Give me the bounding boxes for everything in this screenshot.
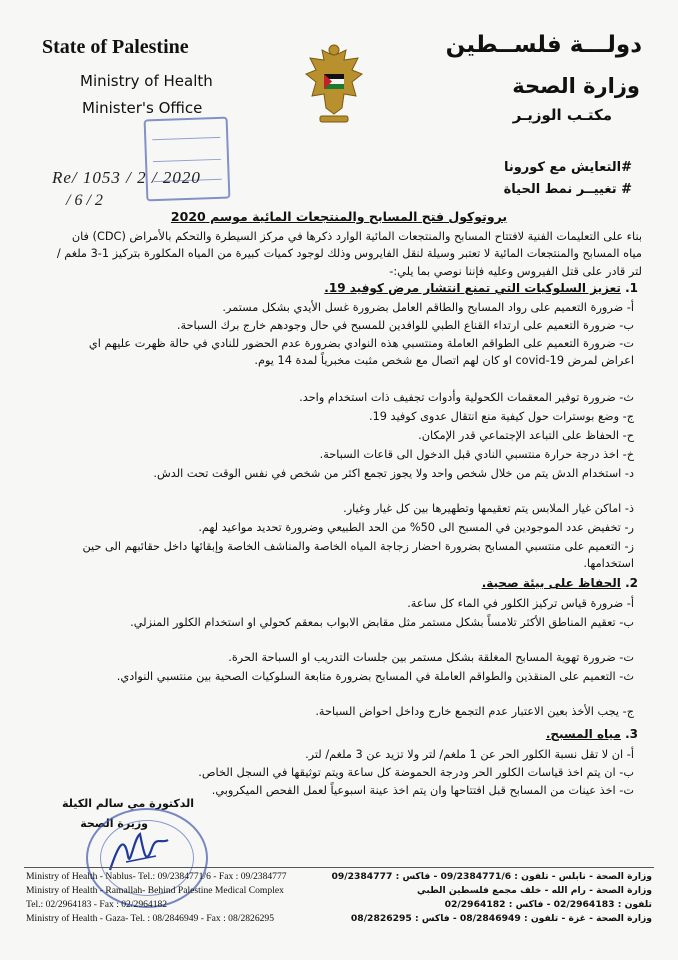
document-title: بروتوكول فتح المسابح والمنتجعات المائية موسم 2020 [170, 209, 508, 224]
list-item: ج- وضع بوسترات حول كيفية منع انتقال عدوى كوفيد 19. [368, 410, 634, 423]
ministry-name-ar: وزارة الصحة [512, 74, 640, 98]
list-item: ت- اخذ عينات من المسابح قبل افتتاحها وان يتم اخذ عينة اسبوعياً لعمل الفحص الميكروبي. [211, 784, 634, 797]
signatory-name: الدكتورة مي سالم الكيلة [62, 797, 194, 810]
ministry-name-en: Ministry of Health [80, 72, 213, 90]
section-title: تعزيز السلوكيات التي تمنع انتشار مرض كوفيد 19. [324, 281, 621, 295]
state-title-en: State of Palestine [42, 36, 189, 58]
intro-paragraph: بناء على التعليمات الفنية لافتتاح المسابح والمنتجعات المائية الوارد ذكرها في مركز السيطرة والتحكم بالأمراض (CDC) فان مياه المسابح والمنتجعات المائية لا تعتبر وسيلة لنقل الفايروس وذلك لوجود كميات كبيرة من المياه المكلورة بتركيز 1-3 ملغم /لتر قادر على قتل الفيروس وعليه فإننا نوصي بما يلي:- [56, 230, 642, 278]
list-item: ح- الحفاظ على التباعد الإجتماعي قدر الإمكان. [418, 429, 634, 442]
footer-address-ar: وزارة الصحة - رام الله - خلف مجمع فلسطين الطبي [417, 885, 652, 896]
list-item: ذ- اماكن غيار الملابس يتم تعقيمها وتطهيرها بين كل غيار وغيار. [343, 502, 634, 515]
footer-divider [24, 867, 654, 868]
list-item: د- استخدام الدش يتم من خلال شخص واحد ولا يجوز تجمع اكثر من شخص في نفس الوقت تحت الدش. [153, 467, 634, 480]
section-number: 3. [625, 727, 638, 741]
section-heading [482, 576, 638, 590]
section-title: الحفاظ على بيئة صحية. [481, 576, 621, 590]
hashtag-lifestyle: # تغييــر نمط الحياة [503, 182, 632, 197]
footer-address-en: Ministry of Health - Ramallah- Behind Palestine Medical Complex [26, 885, 284, 896]
reference-date: / 6 / 2 [66, 192, 103, 209]
list-item: خ- اخذ درجة حرارة منتسبي النادي قبل الدخول الى قاعات السباحة. [319, 448, 634, 461]
list-item: ج- يجب الأخذ بعين الاعتبار عدم التجمع خارج وداخل احواض السباحة. [315, 705, 634, 718]
signatory-title: وزيرة الصحة [80, 817, 148, 830]
section-number: 2. [625, 576, 638, 590]
footer-address-ar: تلفون : 02/2964183 - فاكس : 02/2964182 [444, 899, 652, 910]
footer-address-en: Tel.: 02/2964183 - Fax : 02/2964182 [26, 899, 168, 910]
list-item: ث- ضرورة توفير المعقمات الكحولية وأدوات تجفيف ذات استخدام واحد. [299, 391, 634, 404]
list-item: ب- تعقيم المناطق الأكثر تلامساً بشكل مستمر مثل مقابض الابواب بمعقم كحولي او استخدام الكلور المنزلي. [130, 616, 634, 629]
section-title: مياه المسبح. [545, 727, 621, 741]
list-item: ث- التعميم على المنقذين والطواقم العاملة في المسابح بضرورة متابعة السلوكيات الصحية بين منتسبي النوادي. [116, 670, 634, 683]
list-item: ت- ضرورة التعميم على الطواقم العاملة ومنتسبي هذه النوادي بضرورة عدم الحضور للنادي في حالة ظهرت عليهم اي اعراض لمرض covid-19 او كان لهم اتصال مع شخص مثبت مخبرياً لمدة 14 يوم. [88, 337, 634, 367]
list-item: ز- التعميم على منتسبي المسابح بضرورة احضار زجاجة المياه الخاصة والمناشف الخاصة وإبقائها داخل حقائبهم الى حين استخدامها. [82, 540, 634, 570]
palestine-eagle-emblem-icon [302, 40, 366, 128]
office-name-en: Minister's Office [82, 99, 203, 117]
footer-address-en: Ministry of Health - Gaza- Tel. : 08/2846949 - Fax : 08/2826295 [26, 913, 275, 924]
registry-stamp [144, 117, 231, 202]
list-item: أ- ضرورة قياس تركيز الكلور في الماء كل ساعة. [407, 597, 634, 610]
list-item: ب- ضرورة التعميم على ارتداء القناع الطبي للوافدين للمسبح في حال وجودهم خارج برك السباحة. [176, 319, 634, 332]
list-item: أ- ضرورة التعميم على رواد المسابح والطاقم العامل بضرورة غسل الأيدي بشكل مستمر. [222, 301, 634, 314]
section-number: 1. [625, 281, 638, 295]
list-item: أ- ان لا تقل نسبة الكلور الحر عن 1 ملغم/ لتر ولا تزيد عن 3 ملغم/ لتر. [305, 748, 634, 761]
footer-address-en: Ministry of Health - Nablus- Tel.: 09/2384771/6 - Fax : 09/2384777 [26, 871, 287, 882]
list-item: ب- ان يتم اخذ قياسات الكلور الحر ودرجة الحموضة كل ساعة ويتم توثيقها في السجل الخاص. [198, 766, 634, 779]
office-name-ar: مكتـب الوزيـر [512, 106, 612, 124]
section-heading [546, 727, 638, 741]
hashtag-coexist: #التعايش مع كورونا [503, 160, 632, 175]
list-item: ت- ضرورة تهوية المسابح المغلقة بشكل مستمر بين جلسات التدريب او السباحة الحرة. [228, 651, 634, 664]
list-item: ر- تخفيض عدد الموجودين في المسبح الى 50% من الحد الطبيعي وضرورة تحديد مواعيد لهم. [198, 521, 634, 534]
footer-address-ar: وزارة الصحة - غزة - تلفون : 08/2846949 - فاكس : 08/2826295 [350, 913, 652, 924]
state-title-ar: دولـــة فلســطين [445, 32, 642, 58]
reference-number: Re/ 1053 / 2 / 2020 [52, 168, 201, 187]
footer-address-ar: وزارة الصحة - نابلس - تلفون : 09/2384771/6 - فاكس : 09/2384777 [331, 871, 652, 882]
section-heading [324, 281, 638, 295]
